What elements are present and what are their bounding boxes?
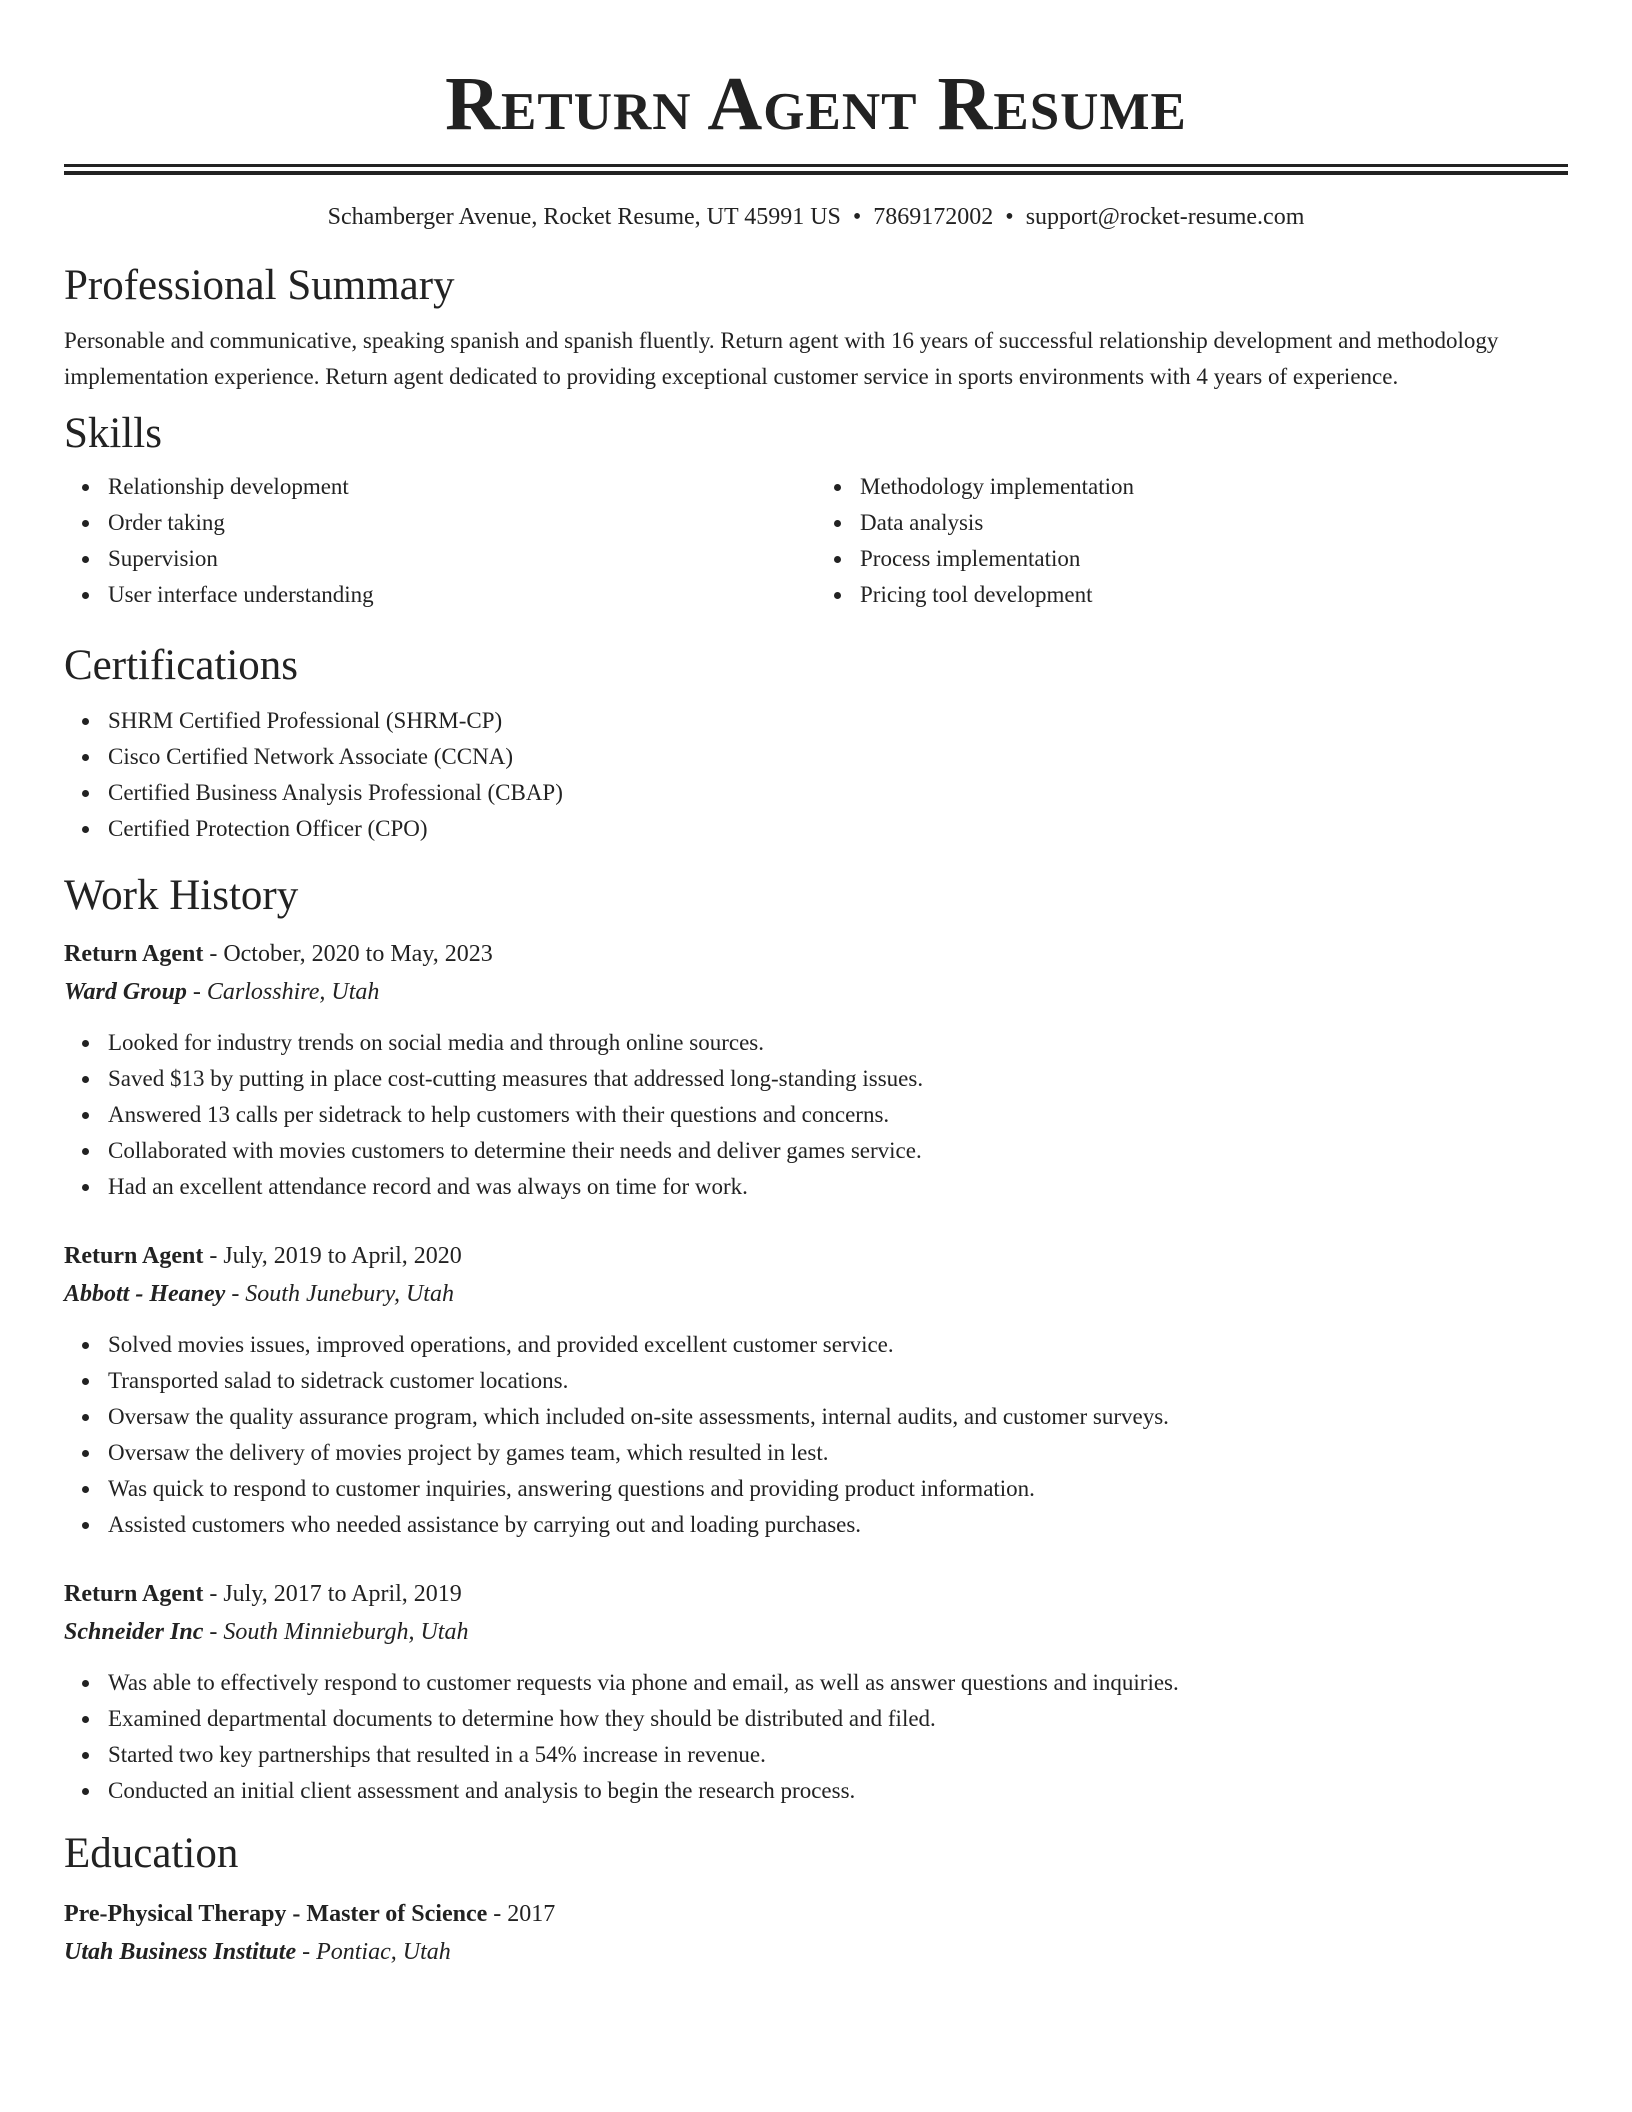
skill-item: Relationship development xyxy=(108,469,816,505)
skill-item: Supervision xyxy=(108,541,816,577)
job-title-line xyxy=(64,935,1568,973)
skill-item: User interface understanding xyxy=(108,577,816,613)
job-title: Return Agent xyxy=(64,1581,204,1607)
job-bullet: Assisted customers who needed assistance by carrying out and loading purchases. xyxy=(108,1507,1568,1543)
job-bullet: Was quick to respond to customer inquiries, answering questions and providing product information. xyxy=(108,1471,1568,1507)
job-bullet: Transported salad to sidetrack customer locations. xyxy=(108,1363,1568,1399)
job-location: - Carlosshire, Utah xyxy=(186,979,380,1005)
certifications-heading: Certifications xyxy=(64,642,299,689)
job-company-line xyxy=(64,1613,1568,1651)
summary-text: Personable and communicative, speaking spanish and spanish fluently. Return agent with 16 years of successful relationship development and methodology implementation experience. Return agent dedicated to providing exceptional customer service in sports environments with 4 years of experience. xyxy=(64,328,1499,389)
job-company: Abbott - Heaney xyxy=(64,1281,226,1307)
job-dates: - July, 2019 to April, 2020 xyxy=(203,1243,462,1269)
education-degree: Pre-Physical Therapy - Master of Science xyxy=(64,1901,488,1927)
resume-page xyxy=(64,0,1568,1971)
contact-email: support@rocket-resume.com xyxy=(1025,204,1305,230)
job-bullet: Examined departmental documents to determine how they should be distributed and filed. xyxy=(108,1701,1568,1737)
job-bullet: Was able to effectively respond to customer requests via phone and email, as well as answer questions and inquiries. xyxy=(108,1665,1568,1701)
contact-line xyxy=(64,201,1568,233)
job-entry xyxy=(64,1237,1568,1543)
job-company: Ward Group xyxy=(64,979,187,1005)
job-bullet: Oversaw the delivery of movies project by games team, which resulted in lest. xyxy=(108,1435,1568,1471)
skills-heading: Skills xyxy=(64,410,162,457)
education-school-line xyxy=(64,1933,1568,1971)
job-bullet: Had an excellent attendance record and was always on time for work. xyxy=(108,1169,1568,1205)
education-school: Utah Business Institute xyxy=(64,1939,297,1965)
contact-phone: 7869172002 xyxy=(873,204,994,230)
education-heading: Education xyxy=(64,1830,239,1877)
job-bullet: Oversaw the quality assurance program, which included on-site assessments, internal audits, and customer surveys. xyxy=(108,1399,1568,1435)
contact-address: Schamberger Avenue, Rocket Resume, UT 45991 US xyxy=(327,204,841,230)
resume-title: Return Agent Resume xyxy=(445,62,1187,146)
education-location: - Pontiac, Utah xyxy=(296,1939,451,1965)
job-bullet: Conducted an initial client assessment and analysis to begin the research process. xyxy=(108,1773,1568,1809)
summary-heading: Professional Summary xyxy=(64,262,455,309)
job-location: - South Junebury, Utah xyxy=(225,1281,454,1307)
job-bullets xyxy=(64,1025,1568,1205)
skill-item: Data analysis xyxy=(860,505,1568,541)
job-bullet: Saved $13 by putting in place cost-cutting measures that addressed long-standing issues. xyxy=(108,1061,1568,1097)
skills-columns xyxy=(64,469,1568,613)
certification-item: Certified Protection Officer (CPO) xyxy=(108,811,1568,847)
education-year: - 2017 xyxy=(487,1901,556,1927)
job-bullets xyxy=(64,1327,1568,1543)
work-history-heading: Work History xyxy=(64,872,299,919)
job-entry xyxy=(64,935,1568,1205)
job-bullet: Started two key partnerships that resulted in a 54% increase in revenue. xyxy=(108,1737,1568,1773)
job-bullet: Solved movies issues, improved operations, and provided excellent customer service. xyxy=(108,1327,1568,1363)
title-divider xyxy=(64,164,1568,175)
job-company-line xyxy=(64,973,1568,1011)
contact-separator: • xyxy=(1005,204,1014,230)
job-company-line xyxy=(64,1275,1568,1313)
certification-item: Certified Business Analysis Professional (CBAP) xyxy=(108,775,1568,811)
job-bullets xyxy=(64,1665,1568,1809)
skill-item: Order taking xyxy=(108,505,816,541)
certification-item: Cisco Certified Network Associate (CCNA) xyxy=(108,739,1568,775)
contact-separator: • xyxy=(852,204,862,230)
job-location: - South Minnieburgh, Utah xyxy=(203,1619,469,1645)
job-entry xyxy=(64,1575,1568,1809)
job-bullet: Collaborated with movies customers to determine their needs and deliver games service. xyxy=(108,1133,1568,1169)
certifications-list xyxy=(64,703,1568,847)
job-title-line xyxy=(64,1575,1568,1613)
job-bullet: Answered 13 calls per sidetrack to help customers with their questions and concerns. xyxy=(108,1097,1568,1133)
job-company: Schneider Inc xyxy=(64,1619,204,1645)
skills-right-list xyxy=(816,469,1568,613)
education-entry xyxy=(64,1895,1568,1971)
job-title: Return Agent xyxy=(64,1243,204,1269)
job-bullet: Looked for industry trends on social media and through online sources. xyxy=(108,1025,1568,1061)
job-title: Return Agent xyxy=(64,941,204,967)
skill-item: Pricing tool development xyxy=(860,577,1568,613)
skills-left-list xyxy=(64,469,816,613)
job-title-line xyxy=(64,1237,1568,1275)
certification-item: SHRM Certified Professional (SHRM-CP) xyxy=(108,703,1568,739)
skill-item: Methodology implementation xyxy=(860,469,1568,505)
job-dates: - October, 2020 to May, 2023 xyxy=(203,941,493,967)
education-degree-line xyxy=(64,1895,1568,1933)
skill-item: Process implementation xyxy=(860,541,1568,577)
job-dates: - July, 2017 to April, 2019 xyxy=(203,1581,462,1607)
